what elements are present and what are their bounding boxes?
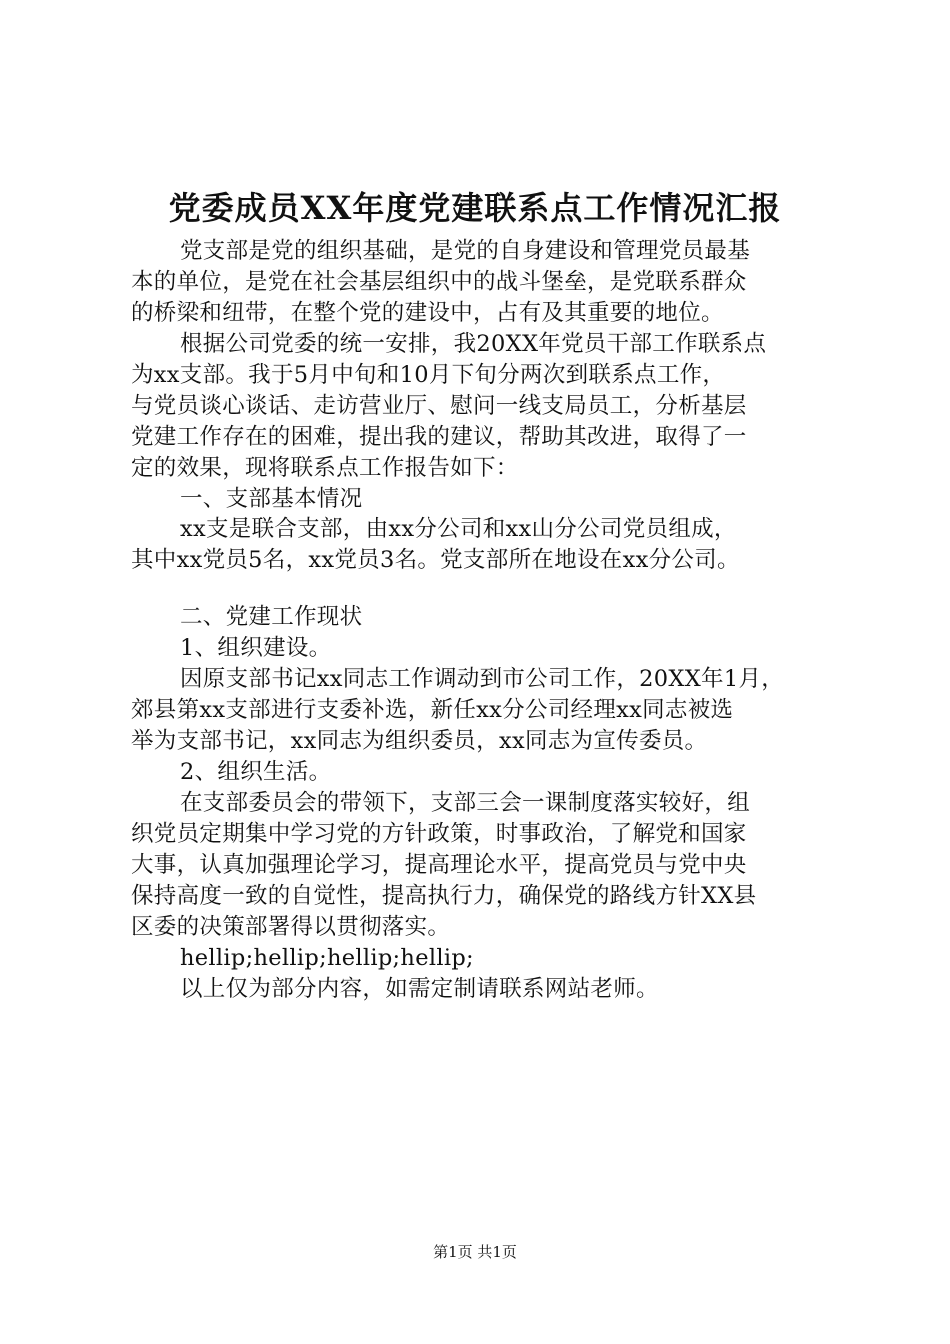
document-title: 党委成员XX年度党建联系点工作情况汇报 [168, 189, 782, 227]
paragraph-line: 党支部是党的组织基础，是党的自身建设和管理党员最基 [180, 238, 751, 264]
paragraph-line: 保持高度一致的自觉性，提高执行力，确保党的路线方针XX县 [131, 883, 757, 909]
section-heading: 二、党建工作现状 [180, 604, 363, 630]
paragraph-line: 因原支部书记xx同志工作调动到市公司工作，20XX年1月， [180, 666, 785, 692]
paragraph-line: 织党员定期集中学习党的方针政策，时事政治，了解党和国家 [131, 821, 747, 847]
section-heading: 一、支部基本情况 [180, 486, 363, 512]
paragraph-line: 定的效果，现将联系点工作报告如下： [131, 455, 519, 481]
subsection-heading: 1、组织建设。 [180, 635, 332, 661]
paragraph-line: 党建工作存在的困难，提出我的建议，帮助其改进，取得了一 [131, 424, 747, 450]
paragraph-line: 区委的决策部署得以贯彻落实。 [131, 914, 451, 940]
paragraph-line: 为xx支部。我于5月中旬和10月下旬分两次到联系点工作， [131, 362, 726, 388]
paragraph-line: 举为支部书记，xx同志为组织委员，xx同志为宣传委员。 [131, 728, 708, 754]
paragraph-line: xx支是联合支部，由xx分公司和xx山分公司党员组成， [180, 516, 737, 542]
page-footer: 第1页 共1页 [433, 1243, 517, 1261]
closing-note: 以上仅为部分内容，如需定制请联系网站老师。 [180, 976, 659, 1002]
paragraph-line: 的桥梁和纽带，在整个党的建设中，占有及其重要的地位。 [131, 300, 724, 326]
paragraph-line: 郊县第xx支部进行支委补选，新任xx分公司经理xx同志被选 [131, 697, 734, 723]
paragraph-line: 根据公司党委的统一安排，我20XX年党员干部工作联系点 [180, 331, 767, 357]
subsection-heading: 2、组织生活。 [180, 759, 332, 785]
paragraph-line: 大事，认真加强理论学习，提高理论水平，提高党员与党中央 [131, 852, 747, 878]
paragraph-line: 其中xx党员5名，xx党员3名。党支部所在地设在xx分公司。 [131, 547, 740, 573]
paragraph-line: 本的单位，是党在社会基层组织中的战斗堡垒，是党联系群众 [131, 269, 747, 295]
paragraph-line: 与党员谈心谈话、走访营业厅、慰问一线支局员工，分析基层 [131, 393, 747, 419]
ellipsis-line: hellip;hellip;hellip;hellip; [180, 945, 474, 971]
paragraph-line: 在支部委员会的带领下，支部三会一课制度落实较好，组 [180, 790, 751, 816]
